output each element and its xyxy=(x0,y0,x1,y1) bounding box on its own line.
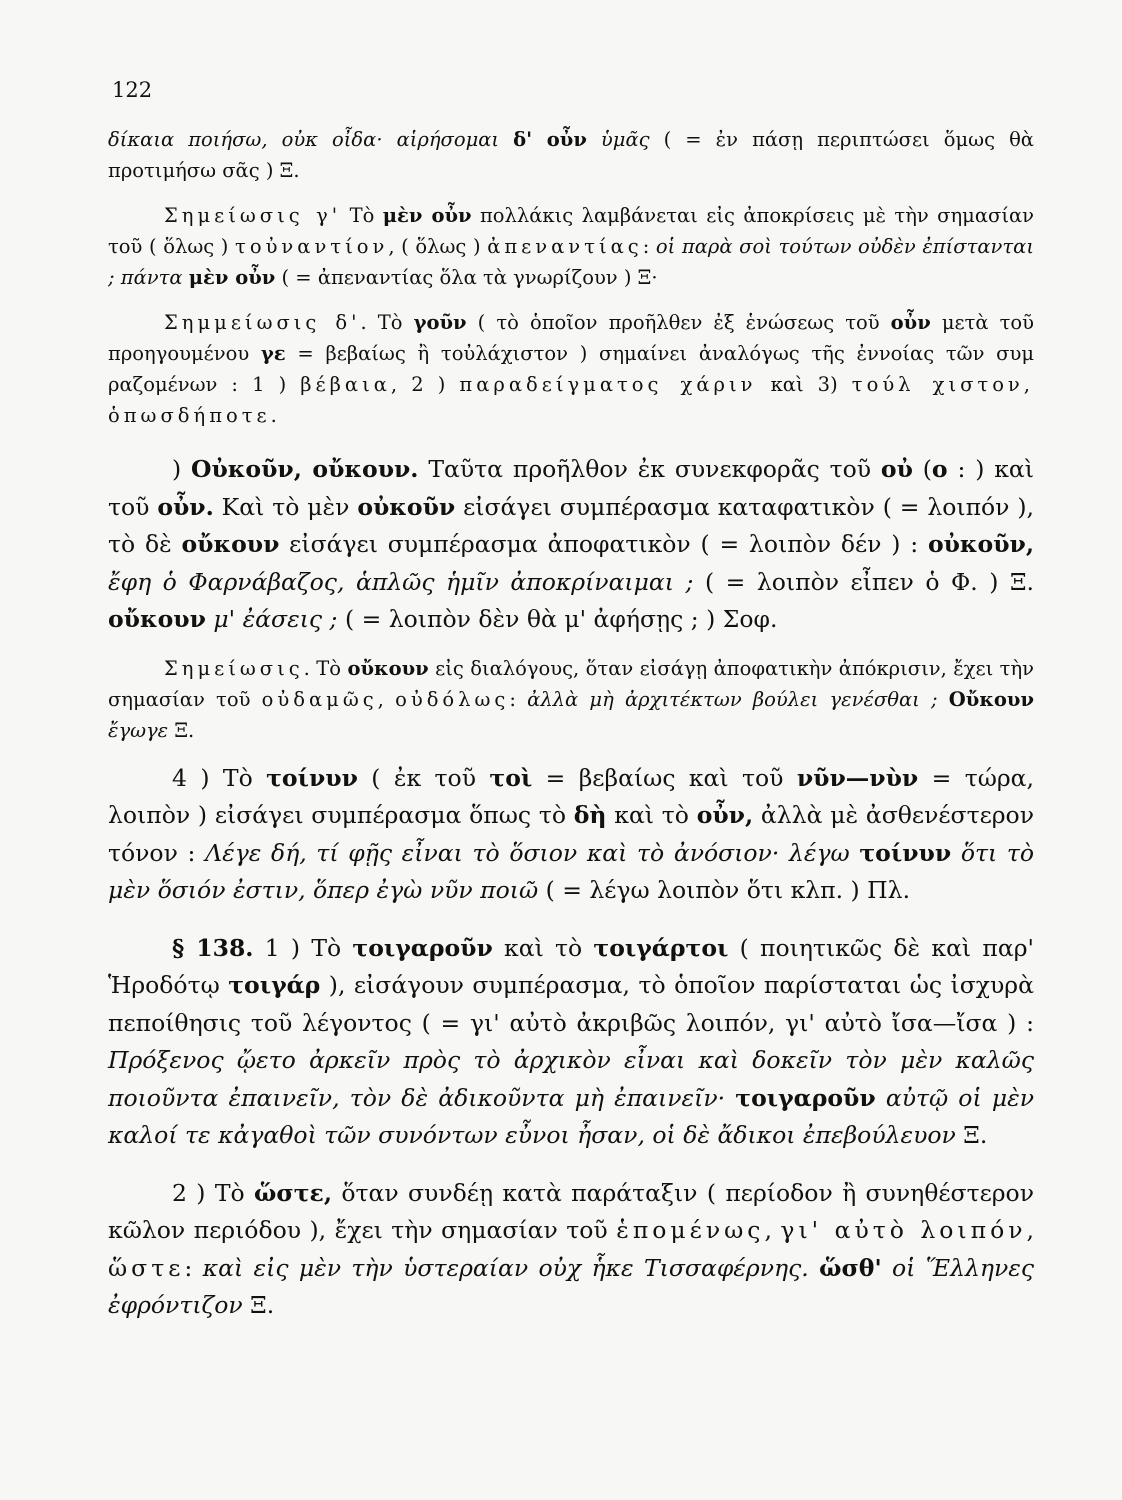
text-segment: εἰς διαλόγους, ὅταν εἰσάγῃ ἀποφατικὴν ἀπόκρισιν, ἔχει τὴν σημασίαν τοῦ xyxy=(108,656,1035,711)
text-segment: Ξ. xyxy=(168,718,195,742)
text-segment: γοῦν xyxy=(413,311,467,334)
text-segment: ὥσθ' xyxy=(819,1253,882,1282)
text-segment: μὲν οὖν xyxy=(188,266,276,289)
text-segment: οἱ Ἕλληνες ἐφρόντιζον xyxy=(108,1253,1035,1319)
text-segment: , xyxy=(377,687,396,711)
text-segment: . Τὸ xyxy=(360,311,414,334)
text-segment: , 2 ) xyxy=(390,373,460,396)
text-segment: ὥστε xyxy=(108,1253,185,1282)
text-segment: , xyxy=(1026,1216,1035,1244)
text-segment: Ταῦτα προῆλθον ἐκ συνεκφορᾶς τοῦ xyxy=(418,455,881,483)
paragraph xyxy=(108,451,1034,639)
text-segment: μ' ἐάσεις ; xyxy=(205,605,338,633)
text-segment: οὔκουν xyxy=(108,605,206,633)
text-segment: ), εἰσάγουν συμπέρασμα, τὸ ὁποῖον παρίσταται ὡς ἰσχυρὰ πεποίθησις τοῦ λέγοντος ( = γι' αὐτὸ ἀκριβῶς λοιπόν, γι' αὐτὸ ἴσα—ἴσα ) : xyxy=(108,971,1034,1037)
text-segment: Σημμείωσις δ' xyxy=(164,311,361,334)
text-segment: ὅτι τὸ μὲν ὅσιόν ἐστιν, ὅπερ ἐγὼ νῦν ποιῶ xyxy=(108,838,1035,904)
text-segment: δ' οὖν xyxy=(513,128,587,151)
text-segment: τοὶ xyxy=(489,763,533,792)
text-segment: Ξ. xyxy=(242,1291,275,1319)
text-segment: : xyxy=(184,1253,203,1282)
text-segment: ( = λέγω λοιπὸν ὅτι κλπ. ) Πλ. xyxy=(538,876,911,904)
text-body xyxy=(108,124,1034,1325)
text-segment: ο xyxy=(931,455,948,483)
text-segment: ὅταν συνδέῃ κατὰ παράταξιν ( περίοδον ἢ συνηθέστερον κῶλον περιόδου ), ἔχει τὴν σημασίαν τοῦ xyxy=(108,1178,1034,1244)
text-segment: οὐδαμῶς xyxy=(261,687,378,711)
text-segment: Οὔκουν xyxy=(948,687,1034,711)
text-segment: Σημείωσις xyxy=(164,656,304,680)
text-segment: τοιγαροῦν xyxy=(352,933,493,962)
text-segment: βέβαια xyxy=(300,373,391,396)
text-segment: Οὐκοῦν, οὔκουν. xyxy=(191,455,419,483)
text-segment: § 138. xyxy=(172,933,254,962)
text-segment: = βεβαίως ἢ τοὐλάχιστον ) σημαίνει ἀναλόγως τῆς ἐννοίας τῶν συμ ραζομένων : 1 ) xyxy=(108,342,1035,396)
text-segment: γε xyxy=(260,342,286,365)
text-segment: ( τὸ ὁποῖον προῆλθεν ἐξ ἑνώσεως τοῦ xyxy=(466,311,891,334)
text-segment: Ξ. xyxy=(955,1121,988,1149)
text-segment: νῦν—νὺν xyxy=(796,763,919,792)
text-segment: δίκαια ποιήσω, οὐκ οἶδα· αἱρήσομαι xyxy=(108,128,514,151)
text-segment: ἔφη ὁ Φαρνάβαζος, ἁπλῶς ἡμῖν ἀποκρίναιμαι ; xyxy=(108,567,694,596)
text-segment: ( = ἀπεναντίας ὅλα τὰ γνωρίζουν ) Ξ· xyxy=(275,266,658,289)
text-segment: δὴ xyxy=(573,801,607,829)
text-segment: αὐτῷ οἱ μὲν καλοί τε κἀγαθοὶ τῶν συνόντων εὖνοι ἦσαν, οἱ δὲ ἄδικοι ἐπεβούλευον xyxy=(108,1083,1034,1149)
text-segment: τοιγάρτοι xyxy=(593,933,729,962)
text-segment: Τὸ xyxy=(341,204,383,227)
text-segment: ) xyxy=(172,455,192,483)
text-segment: καὶ τὸ xyxy=(492,933,594,962)
text-segment: ἀλλὰ μὴ ἀρχιτέκτων βούλει γενέσθαι ; xyxy=(527,687,949,711)
text-segment: οὖν. xyxy=(157,492,214,521)
text-segment: 4 ) Τὸ xyxy=(172,763,267,792)
text-segment: 2 ) Τὸ xyxy=(172,1178,255,1207)
text-segment: . Τὸ xyxy=(303,656,348,680)
text-segment: οὐκοῦν, xyxy=(927,530,1034,558)
paragraph xyxy=(108,307,1034,431)
text-segment: : xyxy=(509,687,528,711)
text-segment: ( = ἐν πάσῃ περιπτώσει ὅμως θὰ προτιμήσω σᾶς ) Ξ. xyxy=(108,128,1034,182)
text-segment: μετὰ τοῦ προηγουμένου xyxy=(108,311,1035,365)
text-segment: , ( ὅλως ) xyxy=(388,235,488,258)
text-segment: οὔκουν xyxy=(181,530,280,558)
text-segment: παραδείγματος χάριν xyxy=(459,373,757,396)
text-segment: καὶ 3) xyxy=(756,373,852,396)
text-segment: Λέγε δή, τί φῇς εἶναι τὸ ὅσιον καὶ τὸ ἀνόσιον· λέγω xyxy=(205,838,860,867)
paragraph xyxy=(108,653,1034,746)
text-segment: Σημείωσις γ' xyxy=(164,204,342,227)
paragraph xyxy=(108,930,1034,1155)
text-segment: ὥστε, xyxy=(254,1178,332,1207)
text-segment: καὶ εἰς μὲν τὴν ὑστεραίαν οὐχ ἧκε Τισσαφέρνης. xyxy=(202,1253,820,1282)
text-segment: ( = λοιπὸν δὲν θὰ μ' ἀφήσῃς ; ) Σοφ. xyxy=(337,605,778,633)
text-segment: οὔκουν xyxy=(347,656,429,680)
text-segment: = τώρα, λοιπὸν ) εἰσάγει συμπέρασμα ὅπως τὸ xyxy=(108,763,1035,829)
text-segment: ( = λοιπὸν εἶπεν ὁ Φ. ) Ξ. xyxy=(693,567,1034,596)
text-segment: οἱ παρὰ σοὶ τούτων οὐδὲν ἐπίστανται ; πάντα xyxy=(108,235,1034,289)
text-segment: ἀπεναντίας xyxy=(487,235,643,258)
text-segment: ἑπομένως xyxy=(616,1216,765,1244)
text-segment: οὖν, xyxy=(696,801,754,829)
text-segment: τούλ χιστον, ὁπωσδήποτε. xyxy=(108,373,1034,427)
text-segment: πολλάκις λαμβάνεται εἰς ἀποκρίσεις μὲ τὴν σημασίαν τοῦ ( ὅλως ) xyxy=(108,204,1035,258)
paragraph xyxy=(108,124,1034,186)
text-segment: : xyxy=(642,235,656,258)
text-segment: οὐ xyxy=(880,455,913,483)
text-segment: Καὶ τὸ μὲν xyxy=(213,492,358,521)
text-segment: = βεβαίως καὶ τοῦ xyxy=(532,763,797,792)
text-segment: ἔγωγε xyxy=(108,718,169,742)
text-segment: τοίνυν xyxy=(859,838,952,867)
text-segment: , xyxy=(764,1216,781,1244)
text-segment: μὲν οὖν xyxy=(382,204,472,227)
text-segment: εἰσάγει συμπέρασμα ἀποφατικὸν ( = λοιπὸν δέν ) : xyxy=(279,530,928,558)
paragraph xyxy=(108,760,1034,910)
text-segment: οὖν xyxy=(890,311,931,334)
text-segment: οὐκοῦν xyxy=(357,492,456,521)
text-segment: 1 ) Τὸ xyxy=(253,933,353,962)
paragraph xyxy=(108,1175,1034,1325)
text-segment: ( xyxy=(912,455,932,483)
text-segment: καὶ τὸ xyxy=(606,801,697,829)
text-segment: ( ποιητικῶς δὲ καὶ παρ' Ἡροδότῳ xyxy=(108,933,1034,999)
text-segment: Πρόξενος ᾤετο ἀρκεῖν πρὸς τὸ ἀρχικὸν εἶναι καὶ δοκεῖν τὸν μὲν καλῶς ποιοῦντα ἐπαινεῖν, τὸν δὲ ἀδικοῦντα μὴ ἐπαινεῖν· xyxy=(108,1046,1034,1112)
paragraph xyxy=(108,200,1034,293)
text-segment: ἀλλὰ μὲ ἀσθενέστερον τόνον : xyxy=(108,801,1034,867)
text-segment: : ) καὶ τοῦ xyxy=(108,455,1034,521)
text-segment: τοιγάρ xyxy=(228,971,321,999)
text-segment: ὑμᾶς xyxy=(586,128,650,151)
text-segment: ( ἐκ τοῦ xyxy=(357,763,490,792)
text-segment: εἰσάγει συμπέρασμα καταφατικὸν ( = λοιπόν ), τὸ δὲ xyxy=(108,492,1034,558)
page-number: 122 xyxy=(112,78,153,102)
text-segment: γι' αὐτὸ λοιπόν xyxy=(780,1216,1027,1244)
text-segment: οὐδόλως xyxy=(395,687,510,711)
text-segment: τοὐναντίον xyxy=(235,235,389,258)
text-segment: τοίνυν xyxy=(266,763,358,792)
text-segment: τοιγαροῦν xyxy=(735,1083,876,1112)
